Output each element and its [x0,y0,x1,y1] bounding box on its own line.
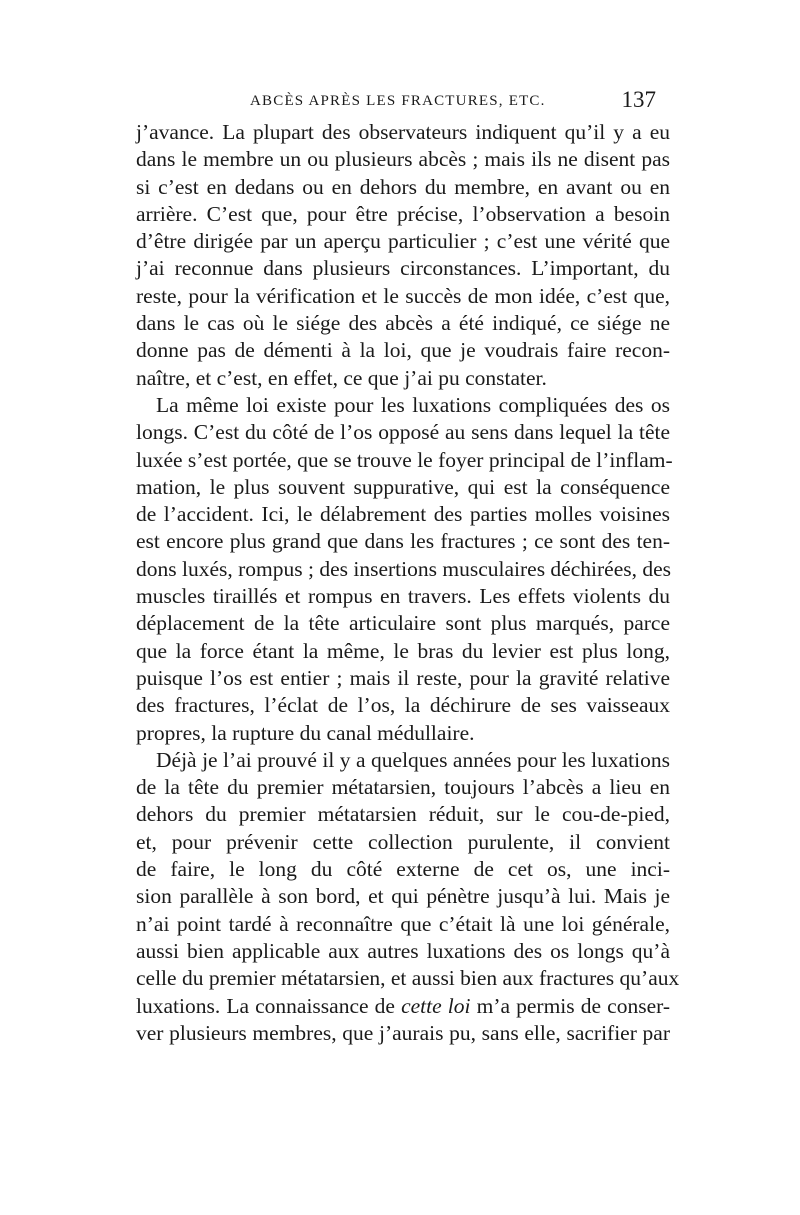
text-line: donne pas de démenti à la loi, que je voudrais faire recon- [136,338,670,363]
text-line: naître, et c’est, en effet, ce que j’ai pu constater. [136,365,547,390]
text-line: d’être dirigée par un aperçu particulier ; c’est une vérité que [136,229,670,254]
text-line: que la force étant la même, le bras du levier est plus long, [136,638,670,663]
text-line: muscles tiraillés et rompus en travers. Les effets violents du [136,584,670,609]
text-line: celle du premier métatarsien, et aussi bien aux fractures qu’aux [136,966,680,991]
text-line: de la tête du premier métatarsien, toujours l’abcès a lieu en [136,775,670,800]
text-line: de faire, le long du côté externe de cet os, une inci- [136,857,670,882]
text-line: aussi bien applicable aux autres luxations des os longs qu’à [136,938,670,963]
text-line: sion parallèle à son bord, et qui pénètre jusqu’à lui. Mais je [136,884,670,909]
text-line: luxée s’est portée, que se trouve le foyer principal de l’inflam- [136,447,673,472]
text-line: dehors du premier métatarsien réduit, sur le cou-de-pied, [136,802,670,827]
text-line: est encore plus grand que dans les fractures ; ce sont des ten- [136,529,670,554]
page-number: 137 [621,87,656,112]
text-line: si c’est en dedans ou en dehors du membre, en avant ou en [136,174,670,199]
text-line: n’ai point tardé à reconnaître que c’était là une loi générale, [136,911,670,936]
body-text [136,119,680,1047]
text-line: propres, la rupture du canal médullaire. [136,720,475,745]
text-line: et, pour prévenir cette collection purulente, il convient [136,829,670,854]
text-line: des fractures, l’éclat de l’os, la déchirure de ses vaisseaux [136,693,670,718]
paragraph-first-line: La même loi existe pour les luxations compliquées des os [156,392,670,417]
text-line: reste, pour la vérification et le succès de mon idée, c’est que, [136,283,670,308]
text-line-with-italic [136,993,670,1020]
text-line: puisque l’os est entier ; mais il reste, pour la gravité relative [136,665,670,690]
text-line: dans le membre un ou plusieurs abcès ; mais ils ne disent pas [136,147,670,172]
text-line: j’avance. La plupart des observateurs indiquent qu’il y a eu [136,120,670,144]
text-line: dans le cas où le siége des abcès a été indiqué, ce siége ne [136,311,670,336]
running-title: ABCÈS APRÈS LES FRACTURES, ETC. [250,93,546,109]
text-line: ver plusieurs membres, que j’aurais pu, sans elle, sacrifier par [136,1020,670,1045]
italic-emphasis: cette loi [401,993,471,1018]
text-segment: m’a permis de conser- [476,993,671,1018]
text-segment: luxations. La connaissance de [136,993,395,1018]
text-line: mation, le plus souvent suppurative, qui est la conséquence [136,474,670,499]
text-line: j’ai reconnue dans plusieurs circonstances. L’important, du [136,256,670,281]
text-line: arrière. C’est que, pour être précise, l’observation a besoin [136,201,670,226]
text-line: de l’accident. Ici, le délabrement des parties molles voisines [136,502,670,527]
paragraph-first-line: Déjà je l’ai prouvé il y a quelques années pour les luxations [156,747,670,772]
text-line: dons luxés, rompus ; des insertions musculaires déchirées, des [136,556,672,581]
text-line: déplacement de la tête articulaire sont plus marqués, parce [136,611,670,636]
text-line: longs. C’est du côté de l’os opposé au sens dans lequel la tête [136,420,670,445]
